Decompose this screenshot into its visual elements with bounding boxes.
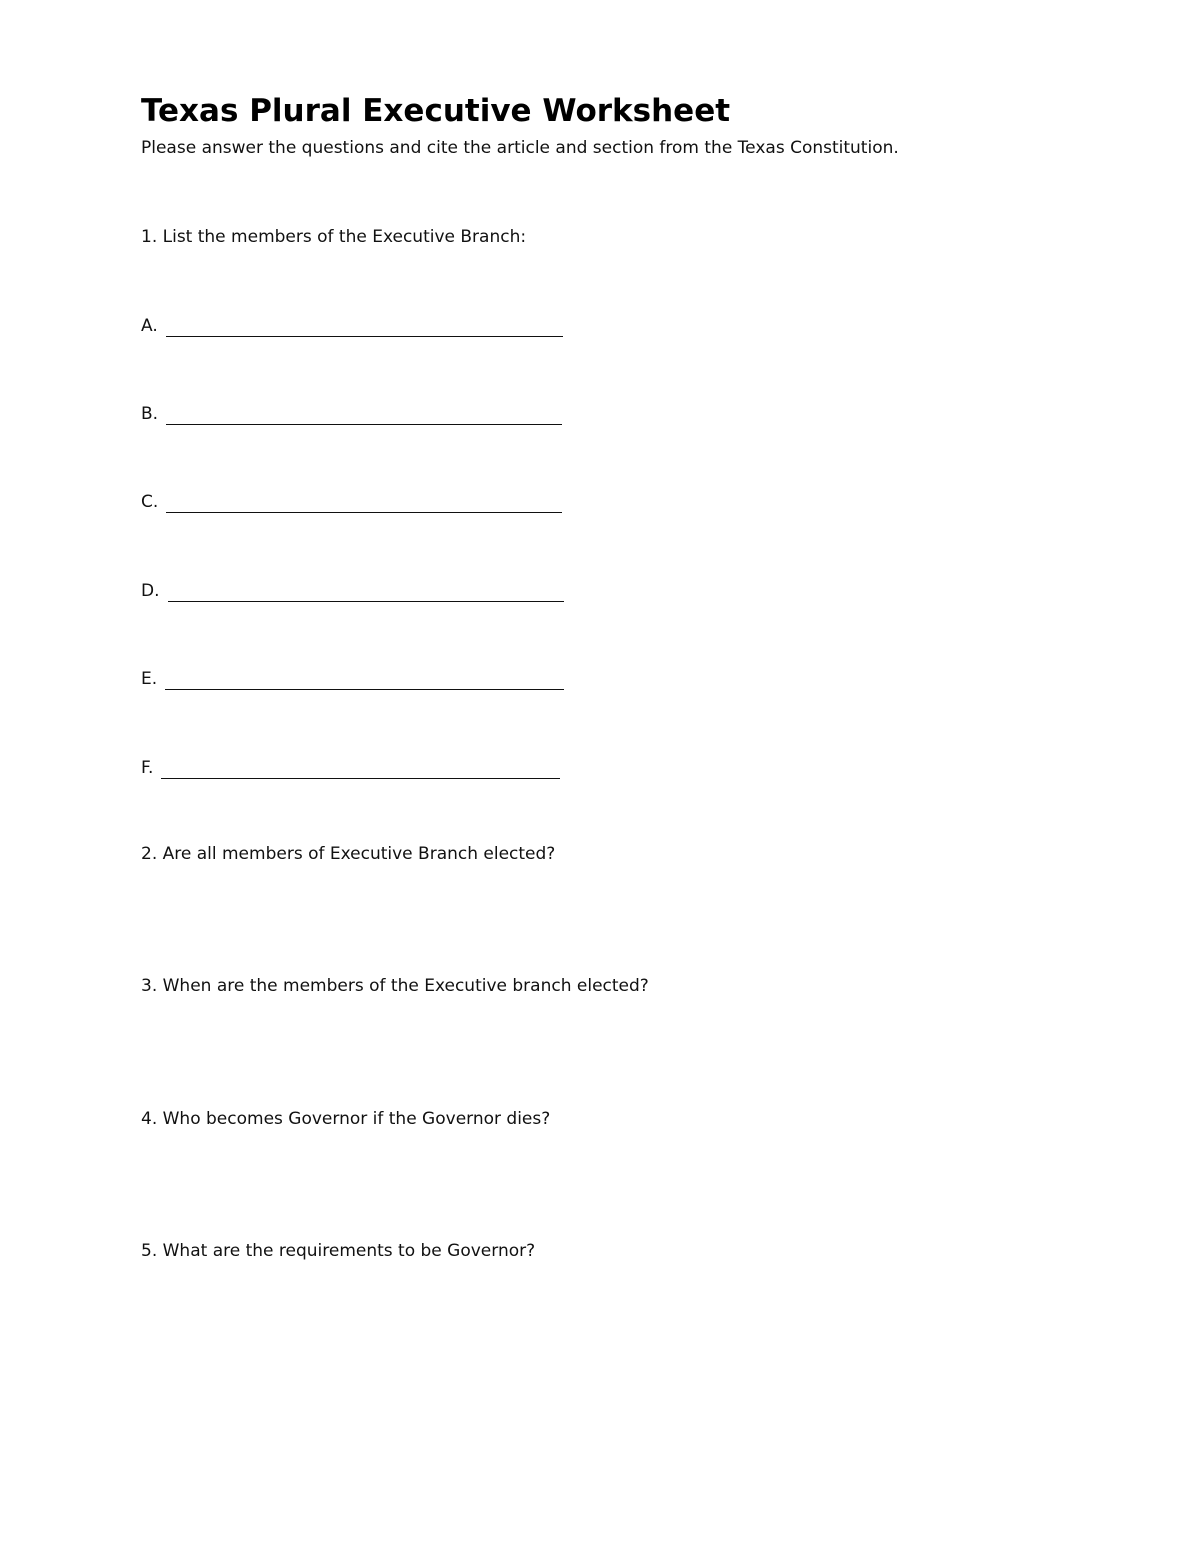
answer-line [168, 583, 564, 602]
worksheet-instructions: Please answer the questions and cite the article and section from the Texas Constitution. [141, 138, 899, 158]
answer-line [166, 494, 562, 513]
answer-blank-c [141, 489, 562, 513]
question-3: 3. When are the members of the Executive branch elected? [141, 976, 649, 996]
answer-blank-a [141, 313, 563, 337]
question-1: 1. List the members of the Executive Branch: [141, 227, 527, 247]
answer-blank-label: A. [141, 316, 158, 336]
answer-line [161, 760, 560, 779]
answer-blank-label: E. [141, 669, 158, 689]
question-2: 2. Are all members of Executive Branch elected? [141, 844, 556, 864]
answer-blank-e [141, 666, 564, 690]
answer-line [166, 406, 562, 425]
worksheet-title: Texas Plural Executive Worksheet [141, 93, 731, 129]
answer-blank-label: C. [141, 492, 159, 512]
answer-blank-d [141, 578, 564, 602]
answer-blank-f [141, 755, 560, 779]
question-4: 4. Who becomes Governor if the Governor dies? [141, 1109, 551, 1129]
answer-blank-b [141, 401, 562, 425]
answer-blank-label: D. [141, 581, 160, 601]
answer-blank-label: F. [141, 758, 154, 778]
answer-line [166, 318, 563, 337]
answer-blank-label: B. [141, 404, 159, 424]
question-5: 5. What are the requirements to be Governor? [141, 1241, 536, 1261]
answer-line [165, 671, 564, 690]
